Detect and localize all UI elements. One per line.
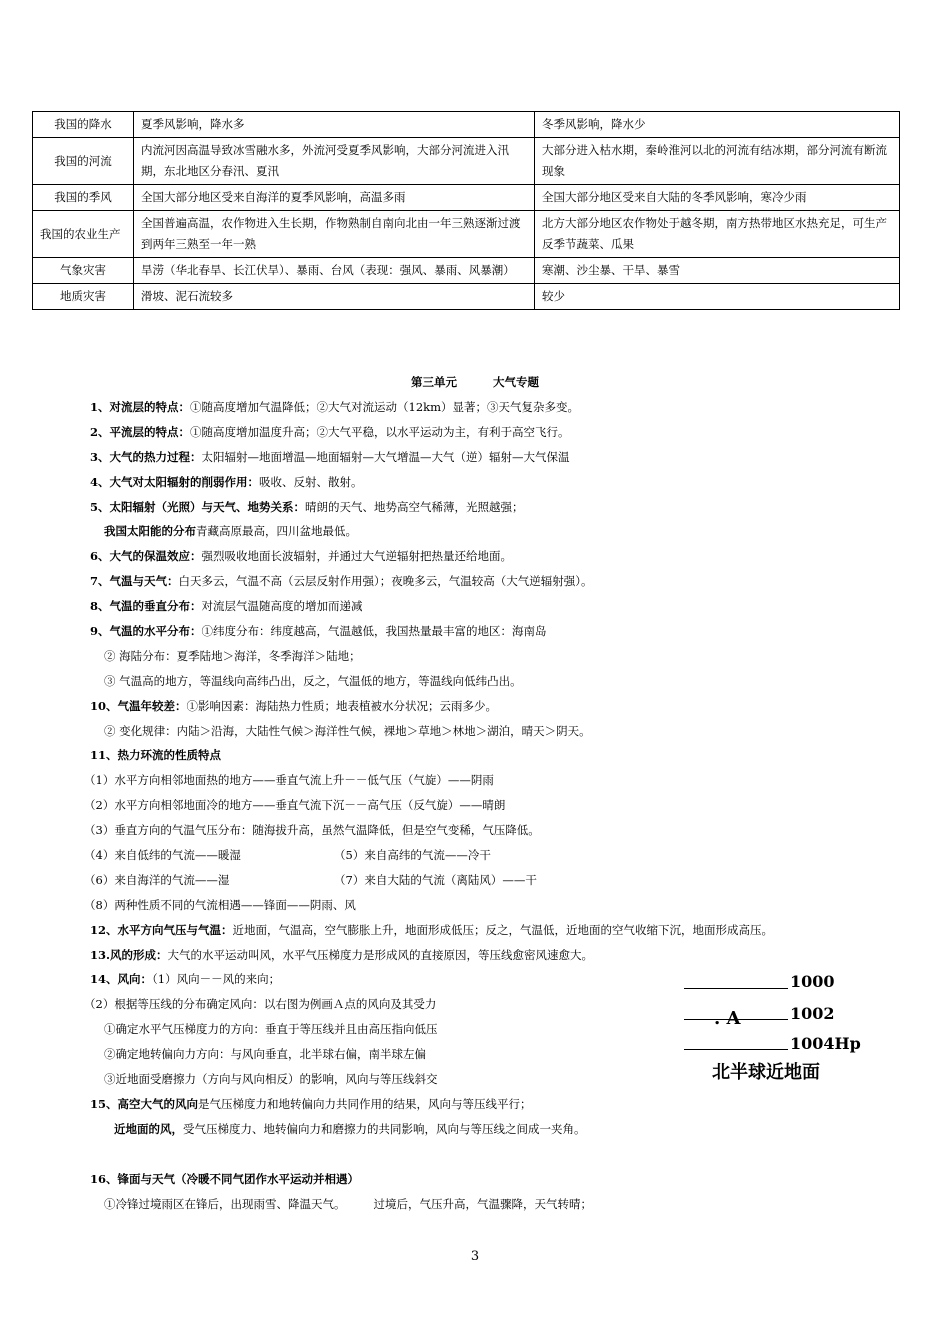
point-a: . A	[714, 1008, 741, 1029]
list-item: 2、平流层的特点：①随高度增加温度升高；②大气平稳，以水平运动为主，有利于高空飞行。	[90, 424, 570, 439]
winter-cell: 大部分进入枯水期，秦岭淮河以北的河流有结冰期，部分河流有断流现象	[535, 138, 900, 185]
isobar-diagram	[684, 968, 874, 1088]
list-item: ② 海陆分布：夏季陆地＞海洋，冬季海洋＞陆地；	[104, 648, 361, 663]
table-row	[33, 185, 900, 211]
unit-subtitle: 大气专题	[493, 375, 539, 389]
table-row	[33, 112, 900, 138]
list-item: 16、锋面与天气（冷暖不同气团作水平运动并相遇）	[90, 1171, 360, 1186]
list-item: 8、气温的垂直分布：对流层气温随高度的增加而递减	[90, 599, 363, 614]
summer-cell: 滑坡、泥石流较多	[134, 284, 535, 310]
winter-cell: 较少	[535, 284, 900, 310]
list-item: （3）垂直方向的气温气压分布：随海拔升高，虽然气温降低，但是空气变稀，气压降低。	[84, 823, 540, 838]
list-item: 9、气温的水平分布：①纬度分布：纬度越高，气温越低，我国热量最丰富的地区：海南岛	[90, 624, 547, 639]
list-item: 15、高空大气的风向是气压梯度力和地转偏向力共同作用的结果，风向与等压线平行；	[90, 1096, 532, 1111]
list-item: 11、热力环流的性质特点	[90, 748, 222, 763]
table-row	[33, 211, 900, 258]
table-row	[33, 138, 900, 185]
list-item: 我国太阳能的分布青藏高原最高，四川盆地最低。	[104, 524, 357, 539]
list-item: 近地面的风，受气压梯度力、地转偏向力和磨擦力的共同影响，风向与等压线之间成一夹角。	[114, 1121, 586, 1136]
summer-cell: 全国普遍高温，农作物进入生长期，作物熟制自南向北由一年三熟逐渐过渡到两年三熟至一年一熟	[134, 211, 535, 258]
row-label: 我国的季风	[33, 185, 134, 211]
list-item: ①确定水平气压梯度力的方向：垂直于等压线并且由高压指向低压	[104, 1022, 438, 1037]
unit-title: 第三单元	[411, 375, 457, 389]
isobar-line	[684, 1049, 788, 1050]
summer-cell: 旱涝（华北春旱、长江伏旱）、暴雨、台风（表现：强风、暴雨、风暴潮）	[134, 258, 535, 284]
list-item: 5、太阳辐射（光照）与天气、地势关系：晴朗的天气、地势高空气稀薄，光照越强；	[90, 499, 524, 514]
diagram-caption: 北半球近地面	[712, 1062, 820, 1083]
list-item: ①冷锋过境雨区在锋后，出现雨雪、降温天气。 过境后，气压升高，气温骤降，天气转晴；	[104, 1196, 592, 1211]
list-item: 10、气温年较差：①影响因素：海陆热力性质；地表植被水分状况；云雨多少。	[90, 698, 498, 713]
unit-heading	[0, 374, 950, 390]
row-label: 我国的河流	[33, 138, 134, 185]
list-item: （6）来自海洋的气流——湿 （7）来自大陆的气流（离陆风）——干	[84, 872, 537, 887]
row-label: 我国的降水	[33, 112, 134, 138]
list-item: 1、对流层的特点：①随高度增加气温降低；②大气对流运动（12km）显著；③天气复杂多变。	[90, 400, 580, 414]
winter-cell: 寒潮、沙尘暴、干旱、暴雪	[535, 258, 900, 284]
table-row	[33, 284, 900, 310]
list-item: 13.风的形成：大气的水平运动叫风，水平气压梯度力是形成风的直接原因，等压线愈密风速愈大。	[90, 947, 594, 962]
list-item: 6、大气的保温效应：强烈吸收地面长波辐射，并通过大气逆辐射把热量还给地面。	[90, 549, 513, 564]
list-item: （8）两种性质不同的气流相遇——锋面——阴雨、风	[84, 897, 356, 912]
summer-cell: 夏季风影响，降水多	[134, 112, 535, 138]
summer-cell: 内流河因高温导致冰雪融水多，外流河受夏季风影响，大部分河流进入汛期，东北地区分春汛、夏汛	[134, 138, 535, 185]
winter-cell: 北方大部分地区农作物处于越冬期，南方热带地区水热充足，可生产反季节蔬菜、瓜果	[535, 211, 900, 258]
list-item: ② 变化规律：内陆＞沿海，大陆性气候＞海洋性气候，裸地＞草地＞林地＞湖泊，晴天＞阴天。	[104, 723, 591, 738]
list-item: （1）水平方向相邻地面热的地方——垂直气流上升－－低气压（气旋）——阴雨	[84, 773, 494, 788]
list-item: （4）来自低纬的气流——暖湿 （5）来自高纬的气流——冷干	[84, 848, 491, 863]
list-item: ③近地面受磨擦力（方向与风向相反）的影响，风向与等压线斜交	[104, 1072, 438, 1087]
season-comparison-table	[32, 111, 900, 310]
list-item: 4、大气对太阳辐射的削弱作用：吸收、反射、散射。	[90, 474, 363, 489]
list-item: ③ 气温高的地方，等温线向高纬凸出，反之，气温低的地方，等温线向低纬凸出。	[104, 673, 522, 688]
isobar-label: 1000	[790, 972, 835, 991]
list-item: 3、大气的热力过程：太阳辐射—地面增温—地面辐射—大气增温—大气（逆）辐射—大气保温	[90, 449, 570, 464]
winter-cell: 全国大部分地区受来自大陆的冬季风影响，寒冷少雨	[535, 185, 900, 211]
spacer	[90, 1142, 830, 1167]
isobar-line	[684, 988, 788, 989]
list-item: （2）根据等压线的分布确定风向：以右图为例画Ａ点的风向及其受力	[84, 997, 437, 1012]
list-item: 7、气温与天气：白天多云，气温不高（云层反射作用强）；夜晚多云，气温较高（大气逆辐射强）。	[90, 574, 593, 589]
row-label: 气象灾害	[33, 258, 134, 284]
isobar-label: 1002	[790, 1004, 835, 1023]
row-label: 我国的农业生产	[33, 211, 134, 258]
list-item: ②确定地转偏向力方向：与风向垂直，北半球右偏，南半球左偏	[104, 1047, 426, 1062]
list-item: （2）水平方向相邻地面冷的地方——垂直气流下沉－－高气压（反气旋）——晴朗	[84, 798, 506, 813]
isobar-label: 1004Hp	[790, 1034, 861, 1053]
list-item: 12、水平方向气压与气温：近地面，气温高，空气膨胀上升，地面形成低压；反之，气温低，近地面的空气收缩下沉，地面形成高压。	[90, 922, 774, 937]
page-number: 3	[470, 1249, 480, 1264]
row-label: 地质灾害	[33, 284, 134, 310]
list-item: 14、风向：（1）风向－－风的来向；	[90, 972, 281, 987]
summer-cell: 全国大部分地区受来自海洋的夏季风影响，高温多雨	[134, 185, 535, 211]
notes-list	[84, 395, 830, 1216]
table-row	[33, 258, 900, 284]
winter-cell: 冬季风影响，降水少	[535, 112, 900, 138]
